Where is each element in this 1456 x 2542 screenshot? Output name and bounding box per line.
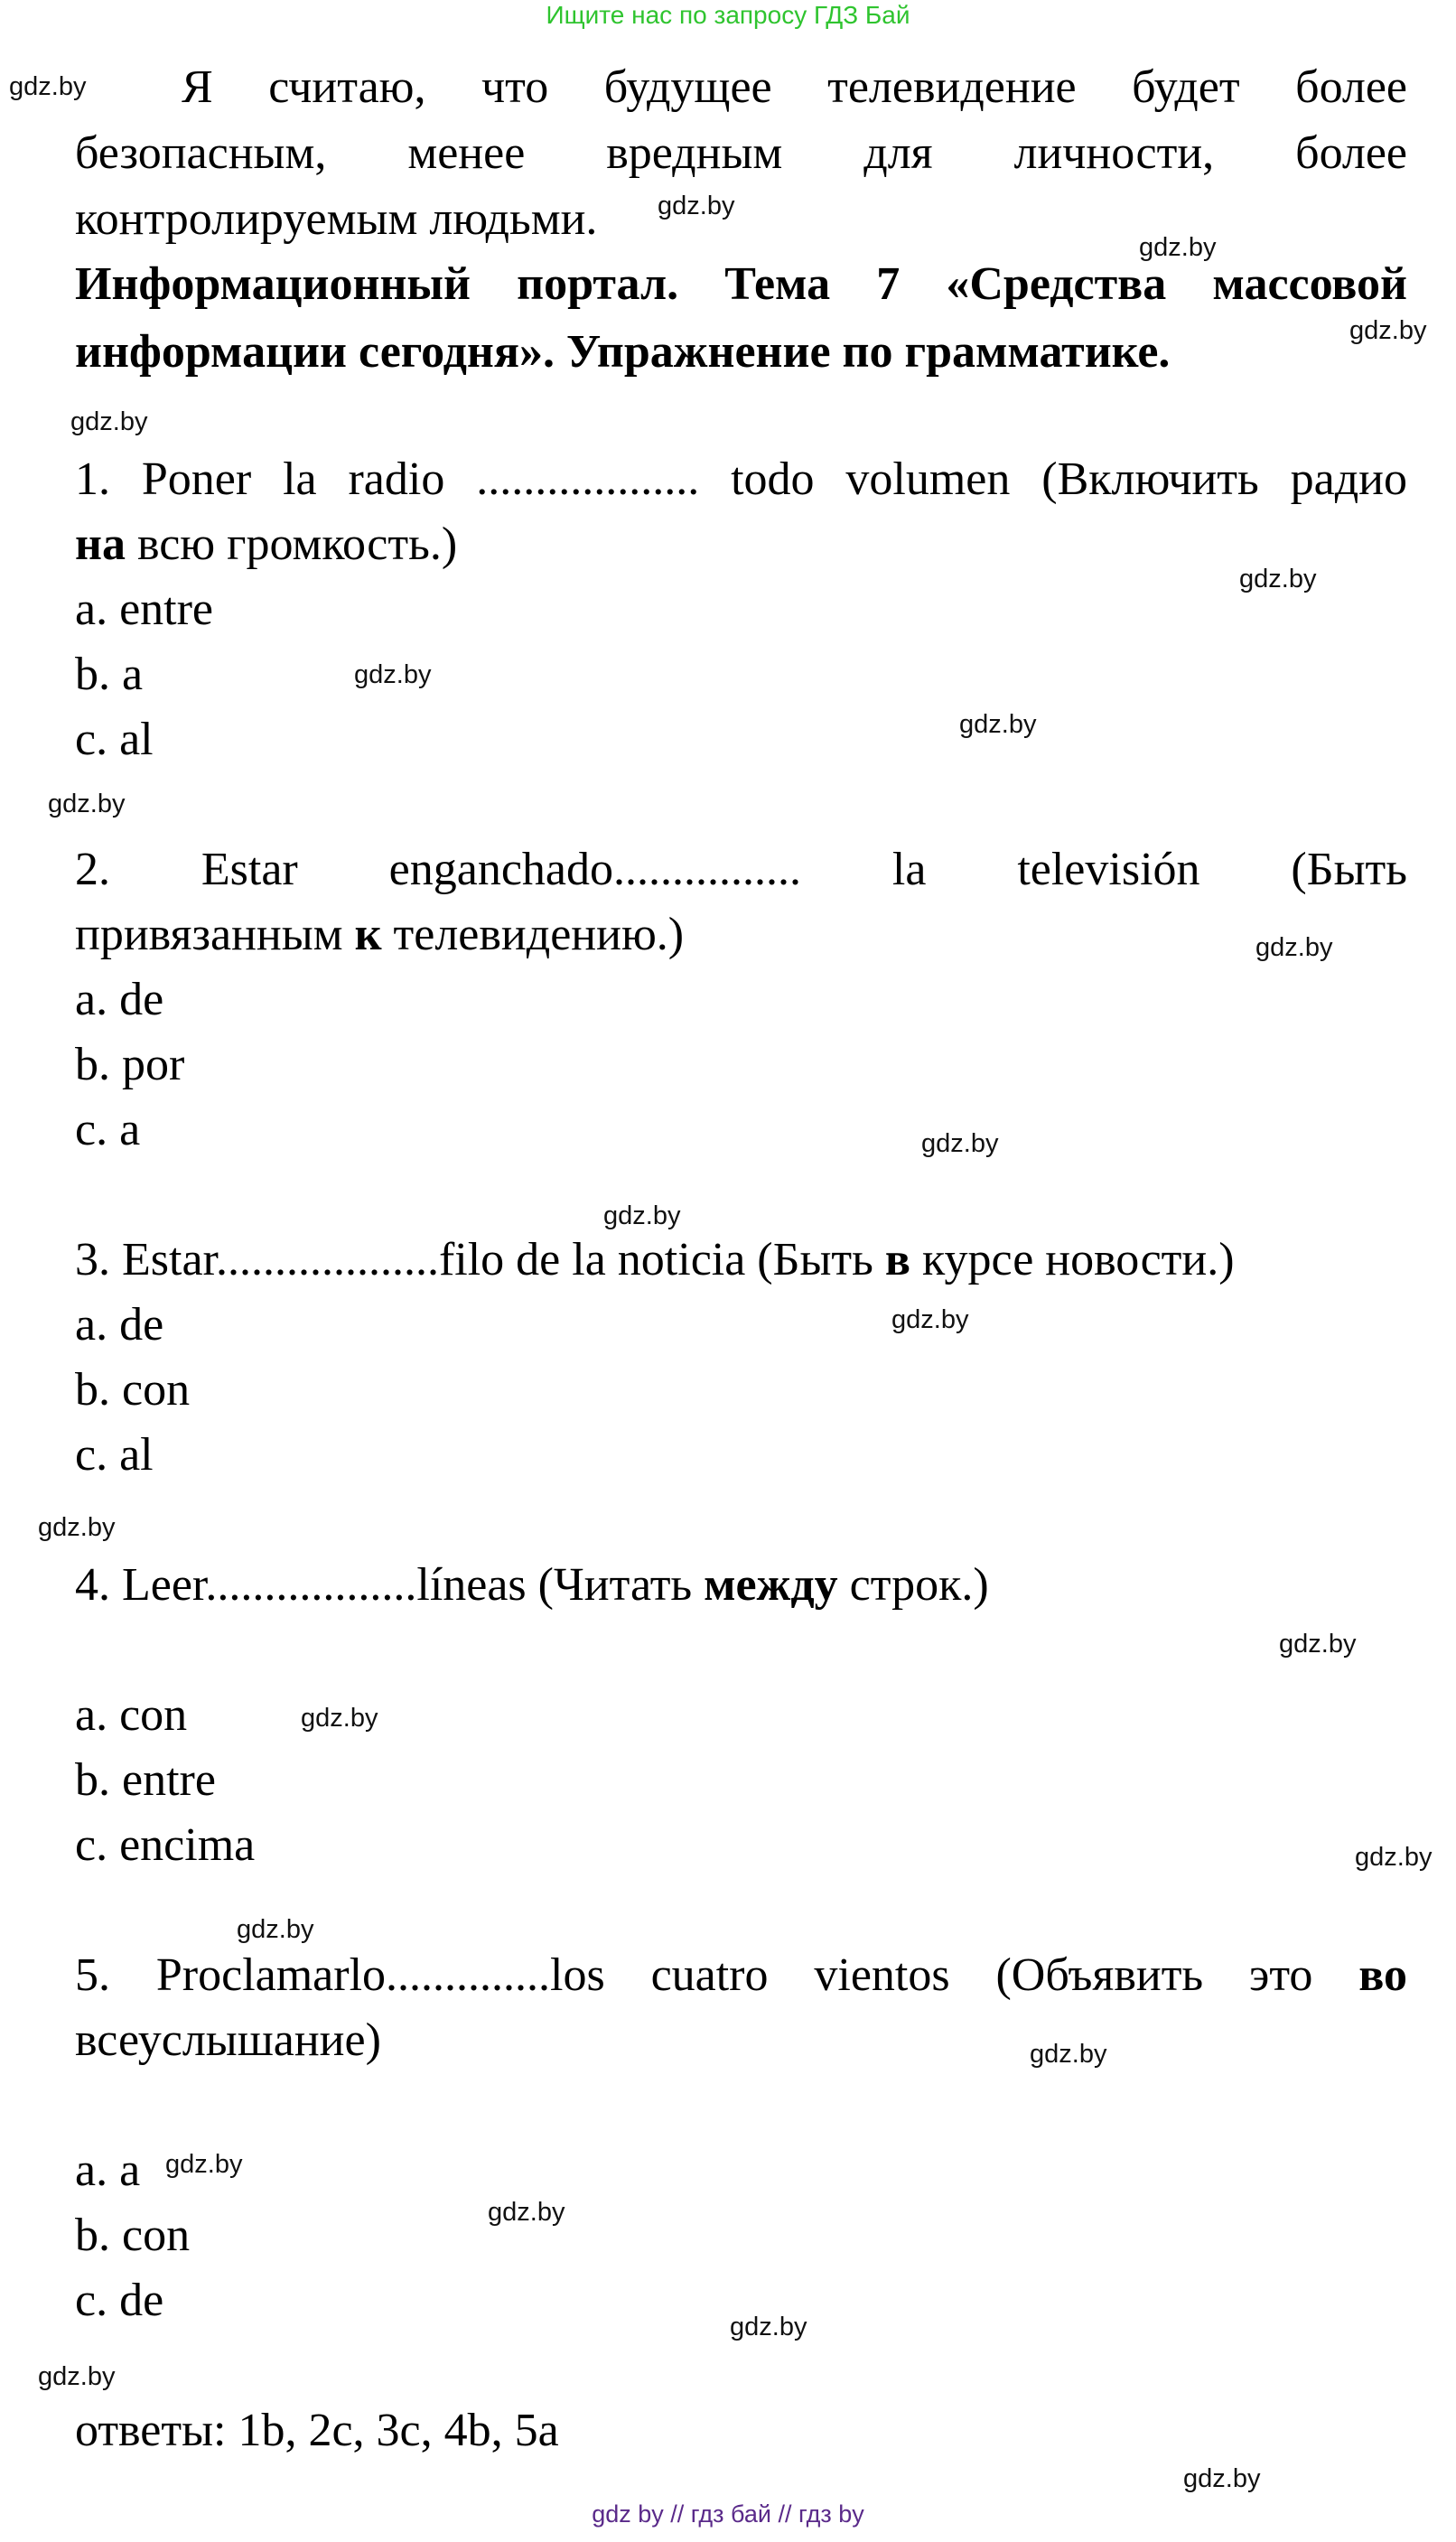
question-2-text <box>75 838 1407 902</box>
watermark: gdz.by <box>354 660 432 689</box>
question-3-option-a: a. de <box>75 1299 164 1350</box>
q5-word-6: это <box>1249 1949 1313 2001</box>
q5-word-2: Proclamarlo..............los <box>155 1949 605 2001</box>
question-1-text: 1. Poner la radio ................... todo volumen (Включить радио <box>75 453 1407 505</box>
question-5-option-a: a. a <box>75 2145 141 2196</box>
watermark: gdz.by <box>9 72 87 101</box>
question-2-option-c: c. a <box>75 1104 141 1155</box>
q5-word-4: vientos <box>814 1949 950 2001</box>
question-1-translation-rest: всю громкость.) <box>125 519 458 570</box>
question-4-option-a: a. con <box>75 1689 188 1741</box>
watermark: gdz.by <box>1255 933 1333 962</box>
watermark: gdz.by <box>921 1129 999 1158</box>
watermark: gdz.by <box>603 1201 681 1230</box>
watermark: gdz.by <box>38 1513 116 1542</box>
watermark: gdz.by <box>165 2150 243 2179</box>
q3-bold-word: в <box>884 1234 910 1285</box>
q2-word-5: televisión <box>1017 844 1200 895</box>
question-1-bold-word: на <box>75 519 126 570</box>
question-5-text <box>75 1944 1407 2007</box>
question-4-option-c: c. encima <box>75 1819 256 1871</box>
q2-word-1: 2. <box>75 844 110 895</box>
question-4-text <box>75 1554 989 1617</box>
watermark: gdz.by <box>959 710 1037 739</box>
question-5-option-c: c. de <box>75 2275 164 2326</box>
question-4-option-b: b. entre <box>75 1754 216 1806</box>
q4-text-pre: 4. Leer..................líneas (Читать <box>75 1559 705 1611</box>
q4-text-post: строк.) <box>837 1559 989 1611</box>
watermark: gdz.by <box>1279 1630 1357 1659</box>
question-1-option-c: c. al <box>75 714 154 765</box>
q5-word-3: cuatro <box>650 1949 769 2001</box>
intro-line-2: безопасным, менее вредным для личности, более <box>75 127 1407 179</box>
search-banner[interactable]: Ищите нас по запросу ГДЗ Бай <box>546 1 910 29</box>
q4-bold-word: между <box>704 1559 838 1611</box>
question-5-option-b: b. con <box>75 2210 191 2261</box>
q2-translation-post: телевидению.) <box>381 909 685 960</box>
question-3-option-b: b. con <box>75 1364 191 1416</box>
answers-line: ответы: 1b, 2c, 3c, 4b, 5a <box>75 2405 559 2456</box>
q2-word-2: Estar <box>201 844 298 895</box>
watermark: gdz.by <box>730 2313 807 2341</box>
q5-word-5: (Объявить <box>995 1949 1204 2001</box>
watermark: gdz.by <box>301 1704 378 1733</box>
question-5-translation: всеуслышание) <box>75 2014 381 2066</box>
footer-links[interactable]: gdz by // гдз бай // гдз by <box>592 2500 864 2528</box>
q2-bold-word: к <box>354 909 382 960</box>
question-2-option-b: b. por <box>75 1039 185 1090</box>
watermark: gdz.by <box>38 2362 116 2391</box>
q2-translation-pre: привязанным <box>75 909 355 960</box>
question-2-translation <box>75 903 684 967</box>
watermark: gdz.by <box>1355 1843 1433 1872</box>
intro-line-3: контролируемым людьми. <box>75 193 598 245</box>
watermark: gdz.by <box>1349 316 1427 345</box>
watermark: gdz.by <box>488 2198 565 2227</box>
intro-line-1: Я считаю, что будущее телевидение будет более <box>182 61 1407 113</box>
q2-word-3: enganchado................ <box>388 844 801 895</box>
watermark: gdz.by <box>1239 565 1317 593</box>
q5-word-1: 5. <box>75 1949 110 2001</box>
question-3-option-c: c. al <box>75 1429 154 1481</box>
watermark: gdz.by <box>48 790 126 818</box>
q2-word-6: (Быть <box>1291 844 1407 895</box>
watermark: gdz.by <box>891 1305 969 1334</box>
watermark: gdz.by <box>70 407 148 436</box>
watermark: gdz.by <box>1030 2040 1107 2069</box>
watermark: gdz.by <box>658 192 735 220</box>
question-1-translation <box>75 513 457 576</box>
q3-text-pre: 3. Estar...................filo de la noticia (Быть <box>75 1234 885 1285</box>
watermark: gdz.by <box>237 1915 314 1944</box>
q5-bold-word: во <box>1358 1949 1407 2001</box>
watermark: gdz.by <box>1139 233 1217 262</box>
question-1-option-a: a. entre <box>75 584 214 635</box>
q2-word-4: la <box>891 844 927 895</box>
section-title-line-2: информации сегодня». Упражнение по грамматике. <box>75 326 1171 378</box>
section-title-line-1: Информационный портал. Тема 7 «Средства массовой <box>75 258 1407 310</box>
question-2-option-a: a. de <box>75 974 164 1025</box>
question-1-option-b: b. a <box>75 649 144 700</box>
q3-text-post: курсе новости.) <box>910 1234 1235 1285</box>
question-3-text <box>75 1229 1235 1292</box>
watermark: gdz.by <box>1183 2464 1261 2493</box>
